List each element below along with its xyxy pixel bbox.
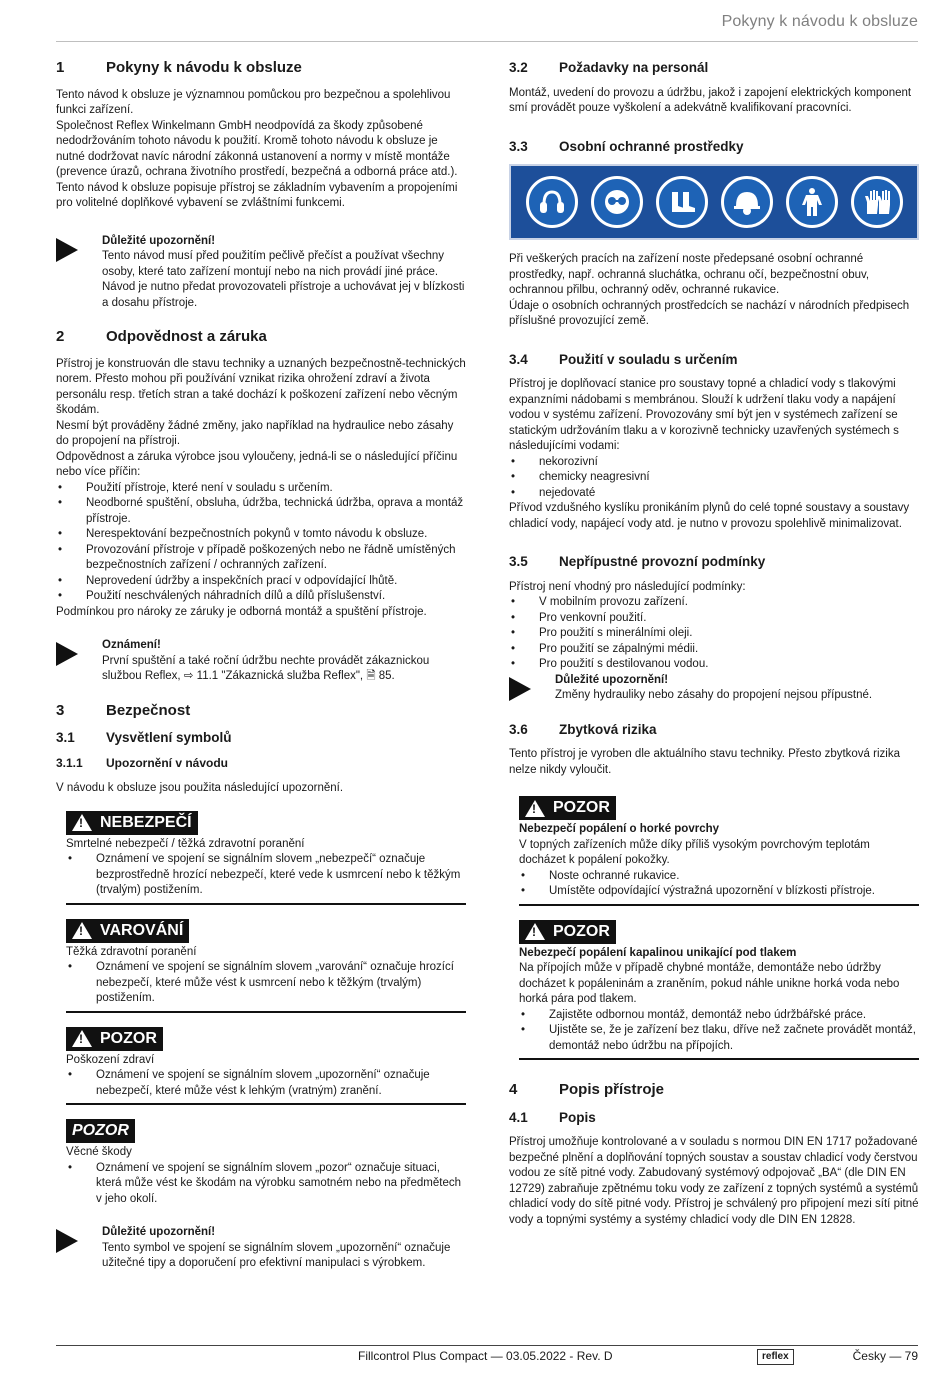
section-number: 3.4 (509, 351, 528, 367)
list-item: • Neprovedení údržby a inspekčních prací v odpovídající lhůtě. (56, 574, 466, 590)
section-3-1-heading (56, 730, 466, 746)
section-1-heading (56, 60, 466, 76)
section-title: Nepřípustné provozní podmínky (559, 554, 766, 569)
list-item: • Použití neschválených náhradních dílů a dílů příslušenství. (56, 589, 466, 605)
section-title: Odpovědnost a záruka (106, 328, 267, 345)
section-3-heading (56, 703, 466, 719)
section-number: 3.3 (509, 138, 528, 154)
list-item: • Oznámení ve spojení se signálním slovem „nebezpečí“ označuje bezprostředně hrozící nebezpečí, které vede k usmrcení nebo k těžkým (trvalým) postižením. (66, 852, 466, 899)
list-item: • Neodborné spuštění, obsluha, údržba, technická údržba, oprava a montáž přístroje. (56, 496, 466, 527)
warning-triangle-icon (525, 923, 545, 940)
right-column (509, 60, 919, 1228)
warning-subtitle: Poškození zdraví (66, 1053, 155, 1066)
section-number: 4 (509, 1081, 518, 1098)
eye-protection-icon (591, 176, 643, 228)
header-rule (56, 41, 918, 42)
important-note (56, 1225, 466, 1272)
section-number: 4.1 (509, 1109, 528, 1125)
warning-triangle-icon (72, 814, 92, 831)
list-item: • Pro venkovní použití. (509, 611, 919, 627)
ear-protection-icon (526, 176, 578, 228)
section-3-3-heading (509, 139, 919, 155)
notice-note (56, 638, 466, 685)
section-number: 3.2 (509, 60, 528, 75)
section-3-2-heading (509, 60, 919, 76)
warning-title: Nebezpečí popálení o horké povrchy (519, 823, 720, 835)
list-item: • Umístěte odpovídající výstražná upozornění v blízkosti přístroje. (519, 884, 919, 900)
section-title: Bezpečnost (106, 701, 191, 719)
caution-signal-label (519, 796, 616, 820)
pressurized-fluid-warning (519, 920, 919, 1061)
paragraph: Přístroj je doplňovací stanice pro soustavy topné a chladicí vody s tlakovými expanzními nádobami s membránou. Slouží k udržení tlaku vody a napájení vodou v systému zařízení. Provozovány smí být jen v systémech zařízení se statickým udržováním tlaku a v korozivně technicky uzavřených systémech s následujícími vodami: (509, 378, 899, 452)
warning-warning (66, 919, 466, 1013)
section-3-4-heading (509, 352, 919, 368)
list-item: • Nerespektování bezpečnostních pokynů v tomto návodu k obsluze. (56, 527, 466, 543)
section-title: Popis přístroje (559, 1081, 665, 1098)
section-number: 3.1 (56, 730, 75, 745)
notice-warning (66, 1119, 466, 1211)
section-title: Použití v souladu s určením (559, 351, 738, 367)
paragraph: Při veškerých pracích na zařízení noste předepsané osobní ochranné prostředky, např. ochranná sluchátka, ochranu očí, bezpečnostní obuv, ochrannou přilbu, ochranný oděv, ochranné rukavice. (509, 253, 870, 296)
list-item: • nejedovaté (509, 486, 919, 502)
signal-word: POZOR (100, 1029, 157, 1047)
section-2-heading (56, 329, 466, 345)
footer-document-info: Fillcontrol Plus Compact — 03.05.2022 - Rev. D (358, 1349, 613, 1363)
liability-exclusion-list (56, 481, 466, 605)
section-number: 3.1.1 (56, 755, 83, 770)
list-item: • Zajistěte odbornou montáž, demontáž nebo údržbářské práce. (519, 1008, 919, 1024)
note-title: Důležité upozornění! (555, 673, 669, 686)
warning-subtitle: Těžká zdravotní poranění (66, 945, 197, 958)
reflex-logo: reflex (757, 1349, 794, 1365)
arrow-icon (56, 234, 102, 312)
paragraph: Přístroj je konstruován dle stavu techniky a uznaných bezpečnostně-technických norem. Přesto mohou při používání vznikat rizika ohrožení zdraví a života personálu resp. třetích stran a také dochází k poškození zařízení nebo věcným škodám. (56, 357, 466, 416)
section-number: 3 (56, 701, 65, 719)
section-title: Vysvětlení symbolů (106, 730, 232, 745)
important-note (509, 673, 919, 704)
arrow-icon (56, 638, 102, 685)
section-number: 3.6 (509, 721, 528, 737)
signal-word: VAROVÁNÍ (100, 921, 184, 939)
helmet-icon (721, 176, 773, 228)
warning-subtitle: Smrtelné nebezpečí / těžká zdravotní poranění (66, 837, 305, 850)
section-number: 3.5 (509, 554, 528, 569)
paragraph: Přístroj není vhodný pro následující podmínky: (509, 580, 746, 593)
note-title: Oznámení! (102, 639, 161, 651)
arrow-icon (56, 1225, 102, 1272)
inadmissible-conditions-list (509, 595, 919, 673)
safety-boots-icon (656, 176, 708, 228)
warning-text: Na přípojích může v případě chybné montáže, demontáže nebo údržby docházet k popáleninám a zraněním, pokud náhle unikne horká voda nebo horká pára pod tlakem. (519, 962, 900, 1005)
notice-signal-label: POZOR (66, 1119, 135, 1143)
list-item: • V mobilním provozu zařízení. (509, 595, 919, 611)
paragraph: V návodu k obsluze jsou použita následující upozornění. (56, 782, 344, 794)
section-title: Upozornění v návodu (106, 755, 229, 770)
page-header-title: Pokyny k návodu k obsluze (721, 13, 918, 30)
list-item: • Oznámení ve spojení se signálním slovem „upozornění“ označuje nebezpečí, které může vést k lehkým (vratným) zranění. (66, 1068, 466, 1099)
caution-signal-label (519, 920, 616, 944)
gloves-icon (851, 176, 903, 228)
list-item: • Pro použití s destilovanou vodou. (509, 657, 919, 673)
note-text: První spuštění a také roční údržbu nechte provádět zákaznickou službou Reflex, ⇨ 11.1 "Zákaznická služba Reflex", 🗎 85. (102, 654, 430, 682)
paragraph: Přívod vzdušného kyslíku pronikáním plynů do celé topné soustavy a soustavy chladicí vody, napájecí vody atd. je nutno v provozu spolehlivě minimalizovat. (509, 502, 910, 530)
danger-warning (66, 811, 466, 905)
list-item: • nekorozivní (509, 455, 919, 471)
water-type-list (509, 455, 919, 502)
list-item: • Oznámení ve spojení se signálním slovem „varování“ označuje hrozící nebezpečí, které může vést k usmrcení nebo k těžkým (trvalým) postižením. (66, 960, 466, 1007)
paragraph: Společnost Reflex Winkelmann GmbH neodpovídá za škody způsobené nedodržováním tohoto návodu k použití. Kromě tohoto návodu k obsluze je nutné dodržovat navíc národní zákonná ustanovení a normy v místě montáže (prevence úrazů, ochrana životního prostředí, bezpečná a odborná práce atd.). (56, 119, 458, 178)
section-4-heading (509, 1082, 919, 1098)
section-4-1-heading (509, 1110, 919, 1126)
section-title: Pokyny k návodu k obsluze (106, 59, 302, 76)
warning-text: V topných zařízeních může díky příliš vysokým povrchovým teplotám docházet k popálení pokožky. (519, 838, 870, 866)
section-number: 1 (56, 59, 65, 76)
section-title: Požadavky na personál (559, 60, 709, 75)
section-title: Osobní ochranné prostředky (559, 138, 744, 154)
note-title: Důležité upozornění! (102, 234, 216, 247)
section-title: Popis (559, 1109, 596, 1125)
list-item: • Provozování přístroje v případě poškozených nebo ne řádně umístěných bezpečnostních zařízení / ochranných zařízení. (56, 543, 466, 574)
list-item: • chemicky neagresivní (509, 470, 919, 486)
section-3-6-heading (509, 722, 919, 738)
warning-triangle-icon (72, 1030, 92, 1047)
section-3-5-heading (509, 554, 919, 570)
note-title: Důležité upozornění! (102, 1226, 216, 1238)
paragraph: Nesmí být prováděny žádné změny, jako například na hydraulice nebo zásahy do propojení na přístroji. (56, 419, 454, 447)
paragraph: Přístroj umožňuje kontrolované a v souladu s normou DIN EN 1717 požadované bezpečné plnění a doplňování topných soustav a soustav chladicí vody čerstvou vodou ze sítě pitné vody. Zabudovaný systémový odpojovač „BA“ (dle DIN EN 12729) zabraňuje zpětnému toku vody ze zařízení z topných systémů a systémů chladicí vody do sítě pitné vody. Přístroj je schválený pro připojení mezi sítí pitné vody a topnými systémy a systémy chladicí vody dle DIN EN 12828. (509, 1136, 919, 1226)
hot-surface-warning (519, 796, 919, 906)
paragraph: Tento návod k obsluze popisuje přístroj se základním vybavením a propojeními pro volitelné doplňkové vybavení se zvláštními funkcemi. (56, 181, 458, 209)
paragraph: Odpovědnost a záruka výrobce jsou vyloučeny, jedná-li se o následující příčinu nebo více příčin: (56, 450, 458, 478)
danger-signal-label (66, 811, 198, 835)
note-text: Změny hydrauliky nebo zásahy do propojení nejsou přípustné. (555, 689, 873, 701)
list-item: • Ujistěte se, že je zařízení bez tlaku, dříve než začnete provádět montáž, demontáž nebo údržbu na přípojích. (519, 1023, 919, 1054)
paragraph: Údaje o osobních ochranných prostředcích se nachází v národních předpisech příslušné provozující země. (509, 299, 910, 327)
signal-word: POZOR (553, 799, 610, 816)
list-item: • Pro použití se zápalnými médii. (509, 642, 919, 658)
section-number: 2 (56, 328, 65, 345)
ppe-icon-strip (509, 164, 919, 240)
caution-warning (66, 1027, 466, 1106)
warning-triangle-icon (72, 922, 92, 939)
list-item: • Použití přístroje, které není v souladu s určením. (56, 481, 466, 497)
left-column (56, 60, 466, 1290)
section-3-1-1-heading (56, 756, 466, 772)
arrow-icon (509, 673, 555, 704)
section-title: Zbytková rizika (559, 721, 657, 737)
protective-suit-icon (786, 176, 838, 228)
paragraph: Montáž, uvedení do provozu a údržbu, jakož i zapojení elektrických komponent smí provádět pouze vyškolení a adekvátně kvalifikovaní pracovníci. (509, 86, 912, 114)
signal-word: NEBEZPEČÍ (100, 813, 192, 831)
list-item: • Noste ochranné rukavice. (519, 869, 919, 885)
footer-language-page: Česky — 79 (852, 1349, 918, 1363)
note-text: Tento návod musí před použitím pečlivě přečíst a používat všechny osoby, které tato zařízení montují nebo na nich provádí jiné práce. Návod je nutno předat provozovateli přístroje a uchovávat jej v blízkosti a dosahu přístroje. (102, 250, 465, 309)
footer-rule (56, 1345, 918, 1346)
warning-triangle-icon (525, 800, 545, 817)
note-text: Tento symbol ve spojení se signálním slovem „upozornění“ označuje užitečné tipy a doporučení pro efektivní manipulaci s výrobkem. (102, 1241, 451, 1269)
paragraph: Podmínkou pro nároky ze záruky je odborná montáž a spuštění přístroje. (56, 605, 427, 618)
caution-signal-label (66, 1027, 163, 1051)
paragraph: Tento návod k obsluze je významnou pomůckou pro bezpečnou a spolehlivou funkci zařízení. (56, 88, 451, 116)
important-note (56, 234, 466, 312)
warning-subtitle: Věcné škody (66, 1146, 132, 1158)
list-item: • Pro použití s minerálními oleji. (509, 626, 919, 642)
list-item: • Oznámení ve spojení se signálním slovem „pozor“ označuje situaci, která může vést ke škodám na výrobku samotném nebo na předmětech v jeho okolí. (66, 1161, 466, 1208)
signal-word: POZOR (553, 922, 610, 940)
paragraph: Tento přístroj je vyroben dle aktuálního stavu techniky. Přesto zbytková rizika nelze nikdy vyloučit. (509, 748, 900, 776)
warning-title: Nebezpečí popálení kapalinou unikající pod tlakem (519, 946, 797, 959)
warning-signal-label (66, 919, 189, 943)
